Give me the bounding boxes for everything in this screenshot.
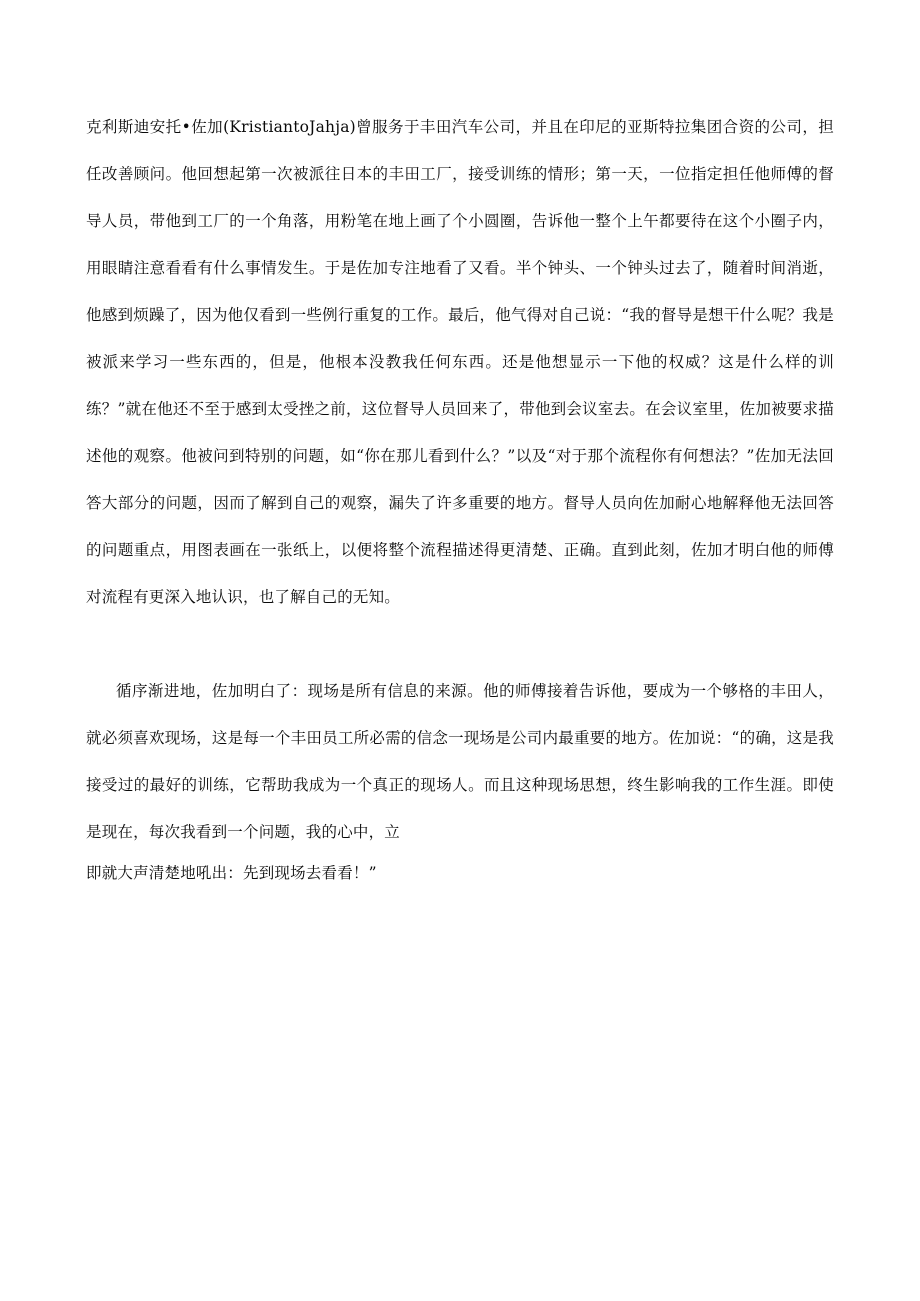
closing-line: 即就大声清楚地吼出：先到现场去看看！” [86,864,377,882]
paragraph-spacer [86,621,834,668]
document-body [86,104,834,890]
paragraph-2: 循序渐进地，佐加明白了：现场是所有信息的来源。他的师傅接着告诉他，要成为一个够格的丰田人，就必须喜欢现场，这是每一个丰田员工所必需的信念一现场是公司内最重要的地方。佐加说：“的确，这是我接受过的最好的训练，它帮助我成为一个真正的现场人。而且这种现场思想，终生影响我的工作生涯。即使是现在，每次我看到一个问题，我的心中，立 [86,682,834,841]
paragraph-1: 克利斯迪安托•佐加(KristiantoJahja)曾服务于丰田汽车公司，并且在印尼的亚斯特拉集团合资的公司，担任改善顾问。他回想起第一次被派往日本的丰田工厂，接受训练的情形；第一天，一位指定担任他师傅的督导人员，带他到工厂的一个角落，用粉笔在地上画了个小圆圈，告诉他一整个上午都要待在这个小圈子内，用眼睛注意看看有什么事情发生。于是佐加专注地看了又看。半个钟头、一个钟头过去了，随着时间消逝，他感到烦躁了，因为他仅看到一些例行重复的工作。最后，他气得对自己说：“我的督导是想干什么呢？我是被派来学习一些东西的，但是，他根本没教我任何东西。还是他想显示一下他的权威？这是什么样的训练？”就在他还不至于感到太受挫之前，这位督导人员回来了，带他到会议室去。在会议室里，佐加被要求描述他的观察。他被问到特别的问题，如“你在那儿看到什么？”以及“对于那个流程你有何想法？”佐加无法回答大部分的问题，因而了解到自己的观察，漏失了许多重要的地方。督导人员向佐加耐心地解释他无法回答的问题重点，用图表画在一张纸上，以便将整个流程描述得更清楚、正确。直到此刻，佐加才明白他的师傅对流程有更深入地认识，也了解自己的无知。 [86,118,834,606]
